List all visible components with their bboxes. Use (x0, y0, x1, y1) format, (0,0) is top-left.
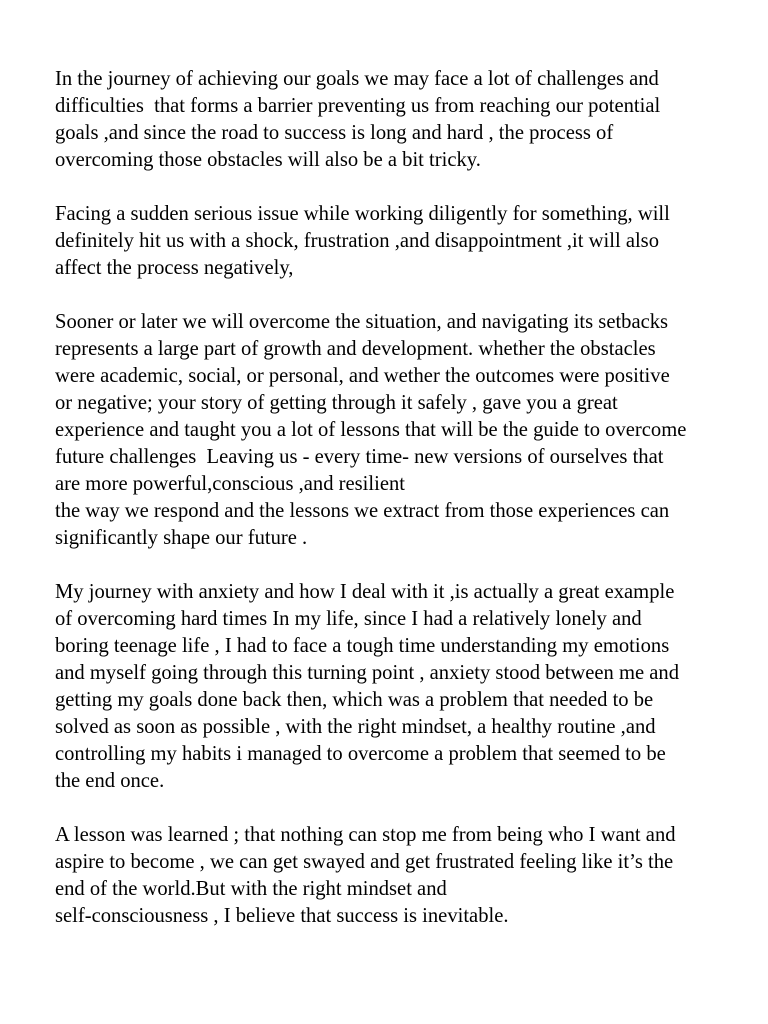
text-line: significantly shape our future . (55, 527, 308, 549)
text-line: future challenges Leaving us - every time- new versions of ourselves that (55, 446, 664, 468)
text-line: overcoming those obstacles will also be a bit tricky. (55, 149, 481, 171)
paragraph-4 (55, 579, 745, 795)
text-line: or negative; your story of getting through it safely , gave you a great (55, 392, 618, 414)
paragraph-3 (55, 309, 745, 552)
text-line: My journey with anxiety and how I deal with it ,is actually a great example (55, 581, 675, 603)
text-line: represents a large part of growth and development. whether the obstacles (55, 338, 656, 360)
text-line: solved as soon as possible , with the right mindset, a healthy routine ,and (55, 716, 656, 738)
text-line: Sooner or later we will overcome the situation, and navigating its setbacks (55, 311, 669, 333)
text-line: getting my goals done back then, which was a problem that needed to be (55, 689, 654, 711)
text-line: of overcoming hard times In my life, since I had a relatively lonely and (55, 608, 642, 630)
text-line: aspire to become , we can get swayed and get frustrated feeling like it’s the (55, 851, 674, 873)
text-line: difficulties that forms a barrier preventing us from reaching our potential (55, 95, 661, 117)
text-line: are more powerful,conscious ,and resilient (55, 473, 405, 495)
text-line: self-consciousness , I believe that success is inevitable. (55, 905, 509, 927)
text-line: In the journey of achieving our goals we may face a lot of challenges and (55, 68, 659, 90)
text-line: Facing a sudden serious issue while working diligently for something, will (55, 203, 670, 225)
paragraph-5 (55, 822, 745, 930)
text-line: end of the world.But with the right mindset and (55, 878, 447, 900)
text-line: were academic, social, or personal, and wether the outcomes were positive (55, 365, 670, 387)
text-line: controlling my habits i managed to overcome a problem that seemed to be (55, 743, 666, 765)
paragraph-2 (55, 201, 745, 282)
text-line: A lesson was learned ; that nothing can stop me from being who I want and (55, 824, 676, 846)
paragraph-1 (55, 66, 745, 174)
text-line: the way we respond and the lessons we extract from those experiences can (55, 500, 670, 522)
text-line: and myself going through this turning point , anxiety stood between me and (55, 662, 680, 684)
text-line: the end once. (55, 770, 165, 792)
text-line: affect the process negatively, (55, 257, 294, 279)
document-page (55, 66, 745, 957)
text-line: boring teenage life , I had to face a tough time understanding my emotions (55, 635, 670, 657)
text-line: goals ,and since the road to success is long and hard , the process of (55, 122, 614, 144)
text-line: experience and taught you a lot of lessons that will be the guide to overcome (55, 419, 687, 441)
text-line: definitely hit us with a shock, frustration ,and disappointment ,it will also (55, 230, 659, 252)
